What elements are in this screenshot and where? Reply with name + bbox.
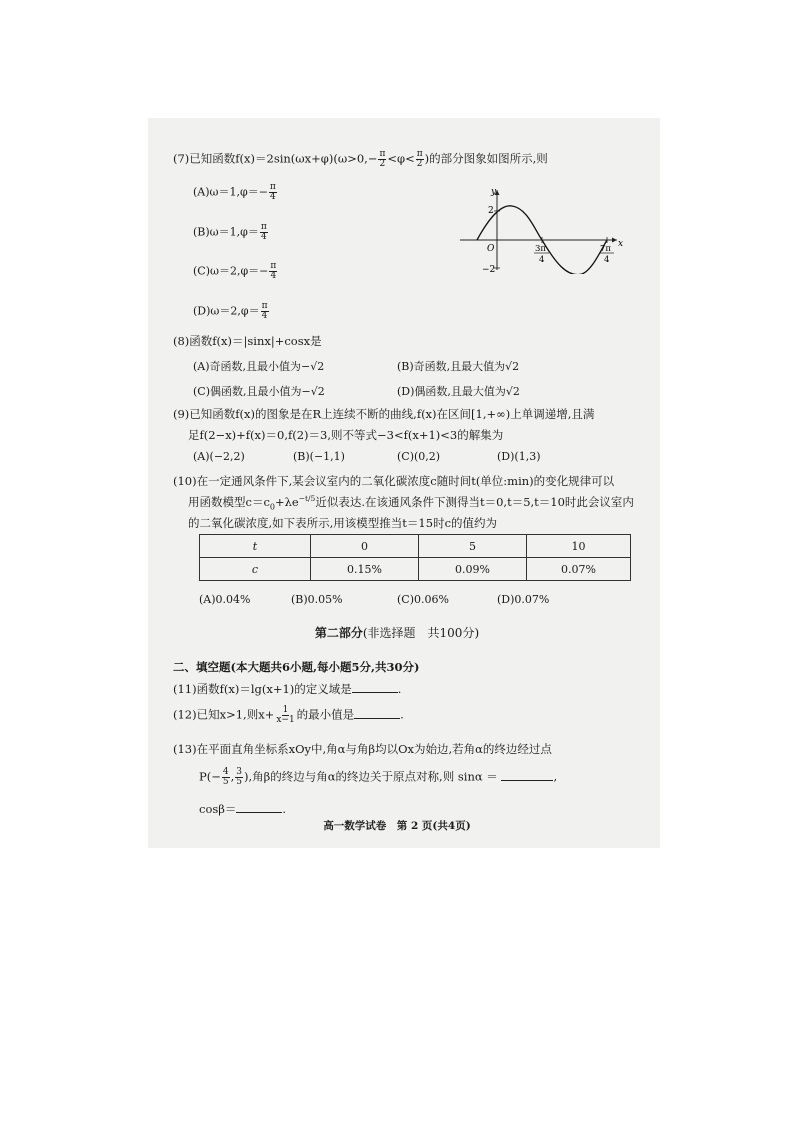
q9-line-1: (9)已知函数f(x)的图象是在R上连续不断的曲线,f(x)在区间[1,+∞)上单调递增,且满 — [173, 407, 595, 421]
origin-label: O — [487, 244, 495, 254]
table-row — [200, 558, 631, 581]
q8-option-b[interactable]: (B)奇函数,且最大值为√2 — [397, 360, 520, 373]
table-header-c: c — [200, 558, 311, 581]
q8-option-a[interactable]: (A)奇函数,且最小值为−√2 — [193, 360, 325, 373]
q10-option-d[interactable]: (D)0.07% — [497, 593, 550, 606]
y-label-top: 2 — [488, 206, 494, 216]
table-cell: 0.07% — [527, 558, 631, 581]
y-label-bottom: −2 — [482, 265, 496, 274]
x-tick-2-den: 4 — [604, 255, 610, 265]
x-axis-arrow — [612, 238, 617, 243]
q7-option-c[interactable]: (C)ω＝2,φ＝− $\frac{\pi}{4}$ — [193, 261, 277, 281]
q9-option-a[interactable]: (A)(−2,2) — [193, 450, 245, 463]
q7-option-b[interactable]: (B)ω＝1,φ＝ $\frac{\pi}{4}$ — [193, 222, 267, 242]
q9-option-b[interactable]: (B)(−1,1) — [293, 450, 345, 463]
q9-option-c[interactable]: (C)(0,2) — [397, 450, 441, 463]
q12: (12)已知x>1,则x+ $\frac{1}{x-1}$ 的最小值是 . — [173, 705, 404, 725]
table-cell: 5 — [419, 535, 527, 558]
x-tick-1-den: 4 — [539, 255, 545, 265]
x-tick-2-num: 7π — [600, 244, 611, 254]
q8-option-c[interactable]: (C)偶函数,且最小值为−√2 — [193, 385, 325, 398]
q12-answer-blank[interactable] — [354, 708, 400, 719]
table-header-t: t — [200, 535, 311, 558]
q13-line-1: (13)在平面直角坐标系xOy中,角α与角β均以Ox为始边,若角α的终边经过点 — [173, 742, 552, 756]
q8-option-d[interactable]: (D)偶函数,且最大值为√2 — [397, 385, 520, 398]
q7-option-a[interactable]: (A)ω＝1,φ＝− $\frac{\pi}{4}$ — [193, 182, 276, 202]
q10-line-1: (10)在一定通风条件下,某会议室内的二氧化碳浓度c随时间t(单位:min)的变化规律可以 — [173, 474, 615, 488]
table-row — [200, 535, 631, 558]
y-axis-label: y — [491, 187, 497, 197]
table-cell: 0.15% — [311, 558, 419, 581]
q8-stem: (8)函数f(x)＝|sinx|+cosx是 — [173, 334, 322, 348]
table-cell: 0 — [311, 535, 419, 558]
q13-line-2: P(− $\frac{4}{5}$ , $\frac{3}{5}$ ),角β的终边与角α的终边关于原点对称,则 sinα ＝ , — [199, 767, 558, 787]
x-axis-label: x — [618, 239, 624, 249]
q10-line-2: 用函数模型$c=c_0+\lambda e^{-t/5}$近似表达.在该通风条件下测得当t＝0,t＝5,t＝10时此会议室内 — [188, 494, 634, 512]
section2-title: 二、填空题(本大题共6小题,每小题5分,共30分) — [173, 660, 420, 674]
q10-option-c[interactable]: (C)0.06% — [397, 593, 449, 606]
q10-option-a[interactable]: (A)0.04% — [199, 593, 251, 606]
x-tick-1-num: 3π — [535, 244, 546, 254]
q9-option-d[interactable]: (D)(1,3) — [497, 450, 541, 463]
part2-title: 第二部分(非选择题 共100分) — [314, 626, 480, 640]
q11-answer-blank[interactable] — [352, 682, 398, 693]
q7-stem: (7)已知函数f(x)＝2sin(ωx+φ)(ω>0,− $\frac{\pi}{2}$ <φ< $\frac{\pi}{2}$ )的部分图象如图所示,则 — [173, 149, 548, 169]
q9-line-2: 足f(2−x)+f(x)＝0,f(2)＝3,则不等式−3<f(x+1)<3的解集为 — [188, 428, 504, 442]
q13-cos-answer-blank[interactable] — [236, 802, 282, 813]
q10-line-3: 的二氧化碳浓度,如下表所示,用该模型推当t＝15时c的值约为 — [188, 516, 498, 530]
q10-option-b[interactable]: (B)0.05% — [291, 593, 343, 606]
q10-concentration-table — [199, 534, 631, 581]
page-footer: 高一数学试卷 第 2 页(共4页) — [323, 820, 471, 832]
q11: (11)函数f(x)＝lg(x+1)的定义域是 . — [173, 682, 402, 696]
q13-line-3: cosβ＝ . — [199, 802, 287, 816]
table-cell: 0.09% — [419, 558, 527, 581]
q7-sine-graph — [455, 182, 625, 274]
q13-sin-answer-blank[interactable] — [501, 770, 553, 781]
q7-option-d[interactable]: (D)ω＝2,φ＝ $\frac{\pi}{4}$ — [193, 301, 268, 321]
table-cell: 10 — [527, 535, 631, 558]
